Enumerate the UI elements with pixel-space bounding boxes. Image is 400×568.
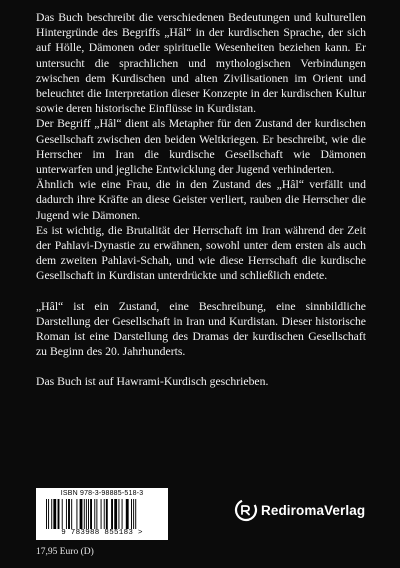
barcode-bar [86,499,87,529]
barcode-bar [58,499,60,529]
barcode-bar [88,499,89,529]
barcode-bar [48,499,49,529]
barcode-bar [104,499,105,529]
paragraph-summary: „Hâl“ ist ein Zustand, eine Beschreibung, eine sinnbildliche Darstellung der Gesellschaft in Iran und Kurdistan. Dieser historische Roman ist eine Darstellung des Dramas der kurdischen Gesellschaft zu Beginn des 20. Jahrhunderts. [36,299,366,359]
barcode-bar [122,499,123,529]
paragraph-meaning: Das Buch beschreibt die verschiedenen Bedeutungen und kulturellen Hintergründe des Begriffs „Hâl“ in der kurdischen Sprache, der sich auf Hölle, Dämonen oder spirituelle Wesenheiten beziehen kann. Er untersucht die sprachlichen und mythologischen Verbindungen zwischen dem Kurdischen und alten Zivilisationen im Orient und beleuchtet die Interpretation dieser Konzepte in der kurdischen Kultur sowie deren historische Einflüsse in Kurdistan. [36,11,366,116]
barcode-bar [101,499,102,529]
barcode-bar [51,499,52,529]
paragraph-comparison: Ähnlich wie eine Frau, die in den Zustand des „Hâl“ verfällt und dadurch ihre Kräfte an diese Geister verliert, rauben die Herrscher die Jugend wie Dämonen. [36,178,366,222]
barcode-bar [114,499,117,529]
barcode-bar [46,499,47,529]
publisher-logo [234,498,365,522]
paragraph-language: Das Buch ist auf Hawrami-Kurdisch geschrieben. [36,375,269,389]
isbn-label: ISBN 978-3-98885-518-3 [60,490,144,497]
barcode-bar [62,499,63,529]
barcode-bar [68,499,70,529]
barcode-bar [111,499,113,529]
barcode-bar [118,499,119,529]
barcode-bars [42,499,162,529]
barcode-bar [80,499,83,529]
barcode-bar [53,499,56,529]
barcode-bar [66,499,67,529]
barcode-bar [90,499,92,529]
barcode-bar [71,499,72,529]
barcode-bar [76,499,77,529]
price-label: 17,95 Euro (D) [36,547,94,557]
back-cover-text [36,10,366,390]
barcode-bar [84,499,85,529]
barcode-bar [135,499,136,529]
publisher-name: RediromaVerlag [261,502,366,518]
rv-logo-icon [234,498,258,522]
barcode-bar [96,499,97,529]
barcode-bar [133,499,134,529]
paragraph-pahlavi: Es ist wichtig, die Brutalität der Herrschaft im Iran während der Zeit der Pahlavi-Dynastie zu erwähnen, sowohl unter dem ersten als auch dem zweiten Pahlavi-Schah, und wie diese Herrschaft die kurdische Gesellschaft in Kurdistan unterdrückte und schließlich endete. [36,223,366,283]
paragraph-metaphor: Der Begriff „Hâl“ dient als Metapher für den Zustand der kurdischen Gesellschaft zwischen den beiden Weltkriegen. Er beschreibt, wie die Herrscher im Iran die kurdische Gesellschaft wie Dämonen unterwarfen und jegliche Entwicklung der Jugend verhinderten. [36,117,366,177]
barcode-bar [106,499,108,529]
barcode [36,488,168,540]
barcode-bar [131,499,132,529]
barcode-bar [94,499,95,529]
barcode-bar [126,499,129,529]
barcode-digits: 9 783988 855183 > [61,529,143,537]
